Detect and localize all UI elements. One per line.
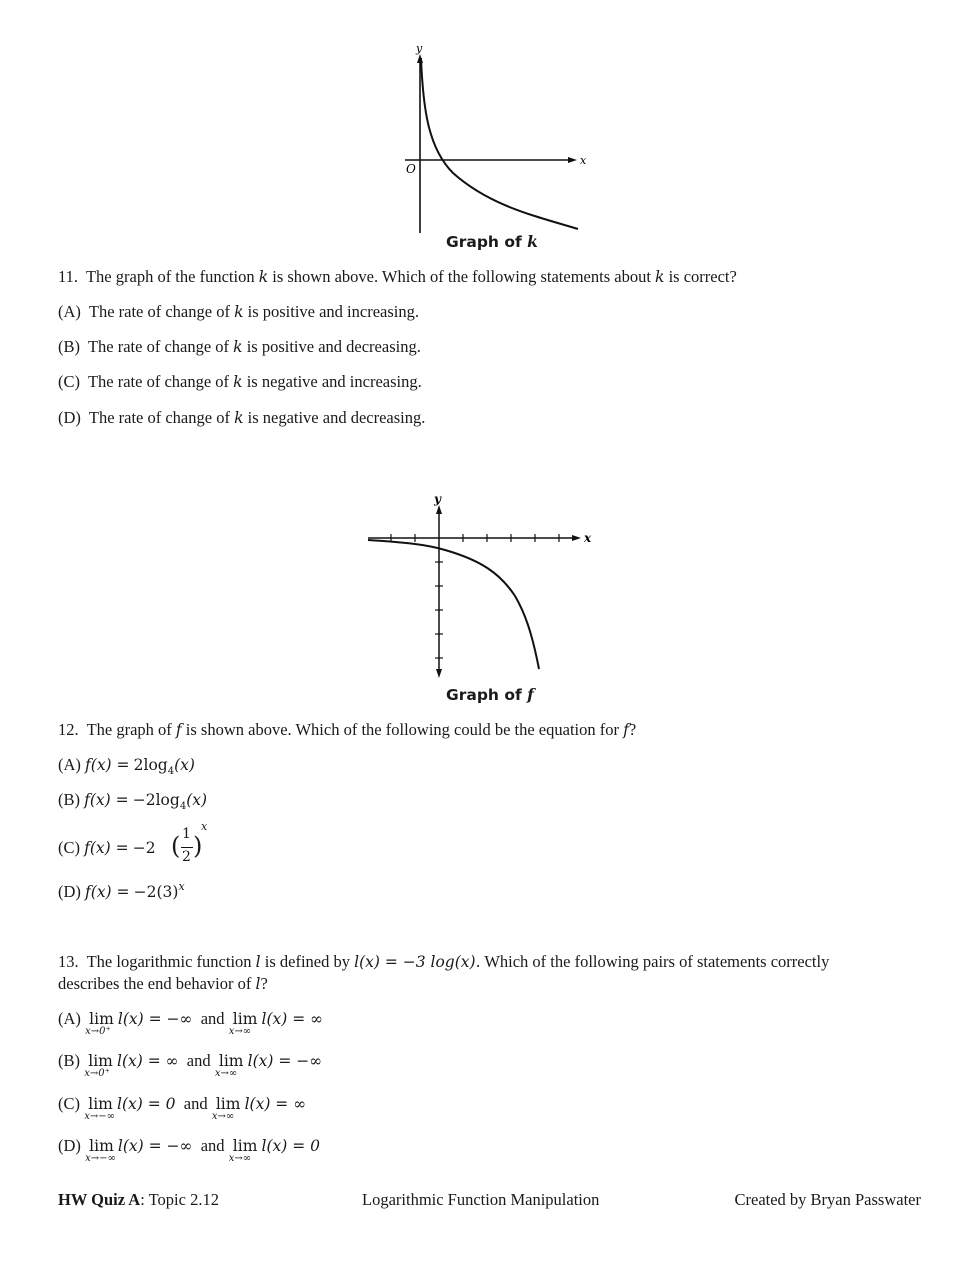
q11-option-b-post: is positive and decreasing.: [246, 337, 421, 356]
q13-option-d-expr2: l(x) = 0: [261, 1137, 321, 1155]
q13-option-a-expr2: l(x) = ∞: [261, 1010, 324, 1028]
q11-option-a-post: is positive and increasing.: [247, 302, 419, 321]
q13-definition: l(x) = −3 log(x).: [354, 953, 481, 971]
q12-option-b[interactable]: [58, 790, 207, 810]
q12-option-a-lhs: f(x) =: [85, 756, 130, 774]
q12-option-c-lhs: f(x) =: [84, 839, 129, 857]
graph-f-curve: [368, 540, 539, 669]
q11-option-d-var: k: [234, 409, 244, 427]
q11-option-c-var: k: [233, 373, 243, 391]
graph-k-x-label: x: [580, 154, 587, 167]
footer-topic: : Topic 2.12: [140, 1190, 219, 1209]
q13-option-c[interactable]: [58, 1094, 307, 1122]
q13-option-d-lim1: [85, 1136, 116, 1164]
q13-option-d-letter: (D): [58, 1136, 81, 1155]
q13-option-c-expr2: l(x) = ∞: [244, 1095, 307, 1113]
q12-option-c-exponent: x: [201, 820, 208, 833]
lim-word: lim: [88, 1052, 113, 1070]
q12-option-a-letter: (A): [58, 755, 81, 774]
lim-word: lim: [218, 1052, 244, 1070]
q13-option-b-and: and: [186, 1051, 211, 1070]
lim-word: lim: [89, 1137, 114, 1155]
graph-f: [360, 488, 600, 688]
q13-option-a-expr1: l(x) = −∞: [117, 1010, 193, 1028]
q13-option-c-expr1: l(x) = 0: [117, 1095, 176, 1113]
q13-line2-a: describes the end behavior of: [58, 974, 252, 993]
q12-option-c-fraction-bar: [181, 847, 193, 848]
q13-option-a-and: and: [200, 1009, 225, 1028]
lim-subscript: x→0⁺: [85, 1026, 111, 1037]
q11-option-d-pre: The rate of change of: [88, 408, 230, 427]
q12-var: f: [175, 721, 182, 739]
q11-option-a-letter: (A): [58, 302, 81, 321]
q12-option-c-left-paren: (: [171, 832, 181, 860]
graph-k-caption-text: Graph of: [446, 233, 522, 251]
q11-option-c-post: is negative and increasing.: [246, 372, 422, 391]
graph-f-y-arrow-up: [436, 505, 442, 514]
q12-option-b-base: 4: [179, 801, 187, 812]
q12-option-b-coef: −2log: [132, 791, 180, 809]
q12-option-c[interactable]: [58, 838, 156, 858]
q12-option-c-coef: −2: [132, 839, 156, 857]
footer-title: Logarithmic Function Manipulation: [362, 1190, 600, 1209]
q12-option-d-lhs: f(x) =: [85, 883, 130, 901]
graph-k-caption-var: k: [527, 232, 538, 251]
q11-option-c-letter: (C): [58, 372, 80, 391]
q11-option-d-post: is negative and decreasing.: [247, 408, 426, 427]
footer-credit: Created by Bryan Passwater: [734, 1190, 921, 1209]
footer-quiz-bold: HW Quiz A: [58, 1190, 141, 1209]
lim-word: lim: [215, 1095, 241, 1113]
q11-option-d-letter: (D): [58, 408, 81, 427]
q13-text-a: The logarithmic function: [86, 952, 252, 971]
q12-option-d-exponent: x: [178, 880, 185, 893]
q12-option-d-letter: (D): [58, 882, 81, 901]
q12-option-a[interactable]: [58, 755, 195, 775]
q11-option-b-pre: The rate of change of: [87, 337, 230, 356]
lim-subscript: x→∞: [214, 1068, 238, 1079]
lim-word: lim: [89, 1010, 114, 1028]
graph-f-x-arrow: [572, 535, 581, 541]
q11-option-b-var: k: [233, 338, 243, 356]
q13-option-d[interactable]: [58, 1136, 321, 1164]
q12-option-a-base: 4: [167, 766, 175, 777]
q11-number: 11.: [58, 267, 79, 286]
q13-line2-var: l: [255, 975, 261, 993]
q13-option-b-expr2: l(x) = −∞: [247, 1052, 323, 1070]
q12-option-d-coef: −2(3): [133, 883, 179, 901]
q12-option-b-arg: (x): [186, 791, 208, 809]
q11-text-a: The graph of the function: [85, 267, 255, 286]
q13-option-d-and: and: [200, 1136, 225, 1155]
lim-word: lim: [232, 1010, 258, 1028]
graph-f-caption: [446, 685, 534, 704]
graph-k-caption: [446, 232, 538, 251]
q13-line2-b: ?: [260, 974, 268, 993]
q13-option-b[interactable]: [58, 1051, 323, 1079]
lim-word: lim: [232, 1137, 258, 1155]
q12-text-a: The graph of: [86, 720, 172, 739]
q13-option-c-letter: (C): [58, 1094, 80, 1113]
q13-stem-line1: [58, 952, 829, 972]
graph-k-curve: [421, 58, 578, 229]
q13-option-a[interactable]: [58, 1009, 324, 1037]
graph-k-x-arrow: [568, 157, 577, 163]
q13-option-d-expr1: l(x) = −∞: [117, 1137, 193, 1155]
q13-text-b: is defined by: [264, 952, 350, 971]
graph-f-caption-var: f: [527, 685, 534, 704]
graph-k-y-label: y: [416, 42, 423, 55]
graph-f-y-arrow-down: [436, 669, 442, 678]
lim-subscript: x→−∞: [84, 1111, 115, 1122]
q11-stem: [58, 267, 737, 287]
graph-k-origin-label: O: [406, 162, 416, 176]
q11-option-d[interactable]: [58, 408, 425, 428]
q12-option-b-lhs: f(x) =: [84, 791, 129, 809]
q13-option-a-lim2: [228, 1009, 258, 1037]
q11-option-b-letter: (B): [58, 337, 80, 356]
graph-f-y-label: y: [434, 492, 441, 506]
q11-option-a-pre: The rate of change of: [88, 302, 230, 321]
lim-subscript: x→∞: [211, 1111, 235, 1122]
q12-text-c: ?: [628, 720, 637, 739]
q11-var-2: k: [655, 268, 665, 286]
q12-text-b: is shown above. Which of the following could be the equation for: [185, 720, 619, 739]
q13-option-b-lim2: [214, 1051, 244, 1079]
q12-option-c-right-paren: ): [193, 832, 203, 860]
q12-option-a-coef: 2log: [133, 756, 168, 774]
lim-subscript: x→∞: [228, 1026, 252, 1037]
q13-option-a-letter: (A): [58, 1009, 81, 1028]
q12-var-2: f: [623, 721, 629, 739]
q11-text-b: is shown above. Which of the following statements about: [272, 267, 651, 286]
footer-quiz: [58, 1190, 219, 1210]
q11-var: k: [258, 268, 269, 286]
q13-var: l: [255, 953, 261, 971]
q12-stem: [58, 720, 636, 740]
q13-option-c-lim2: [211, 1094, 241, 1122]
q13-option-c-lim1: [84, 1094, 115, 1122]
lim-subscript: x→−∞: [85, 1153, 116, 1164]
graph-f-x-label: x: [584, 531, 592, 545]
graph-f-caption-text: Graph of: [446, 686, 522, 704]
q12-option-c-numerator: 1: [182, 826, 191, 842]
q13-option-b-expr1: l(x) = ∞: [117, 1052, 179, 1070]
q13-option-a-lim1: [85, 1009, 114, 1037]
q12-option-a-arg: (x): [174, 756, 195, 774]
graph-k: [395, 38, 595, 238]
q11-text-c: is correct?: [668, 267, 737, 286]
q12-option-c-letter: (C): [58, 838, 80, 857]
q13-text-c: Which of the following pairs of statements correctly: [484, 952, 830, 971]
q11-option-a[interactable]: [58, 302, 419, 322]
q13-number: 13.: [58, 952, 79, 971]
lim-subscript: x→0⁺: [84, 1068, 110, 1079]
lim-word: lim: [88, 1095, 113, 1113]
q13-option-c-and: and: [183, 1094, 208, 1113]
q12-option-c-denominator: 2: [182, 849, 191, 865]
q13-option-d-lim2: [228, 1136, 258, 1164]
q13-option-b-lim1: [84, 1051, 113, 1079]
q13-option-b-letter: (B): [58, 1051, 80, 1070]
q11-option-c[interactable]: [58, 372, 422, 392]
q12-number: 12.: [58, 720, 79, 739]
q12-option-b-letter: (B): [58, 790, 80, 809]
q11-option-a-var: k: [234, 303, 244, 321]
lim-subscript: x→∞: [228, 1153, 252, 1164]
q11-option-c-pre: The rate of change of: [87, 372, 230, 391]
q12-option-d[interactable]: [58, 882, 185, 902]
q12-option-c-fraction-group: [171, 822, 211, 872]
q13-stem-line2: [58, 974, 268, 994]
q11-option-b[interactable]: [58, 337, 421, 357]
